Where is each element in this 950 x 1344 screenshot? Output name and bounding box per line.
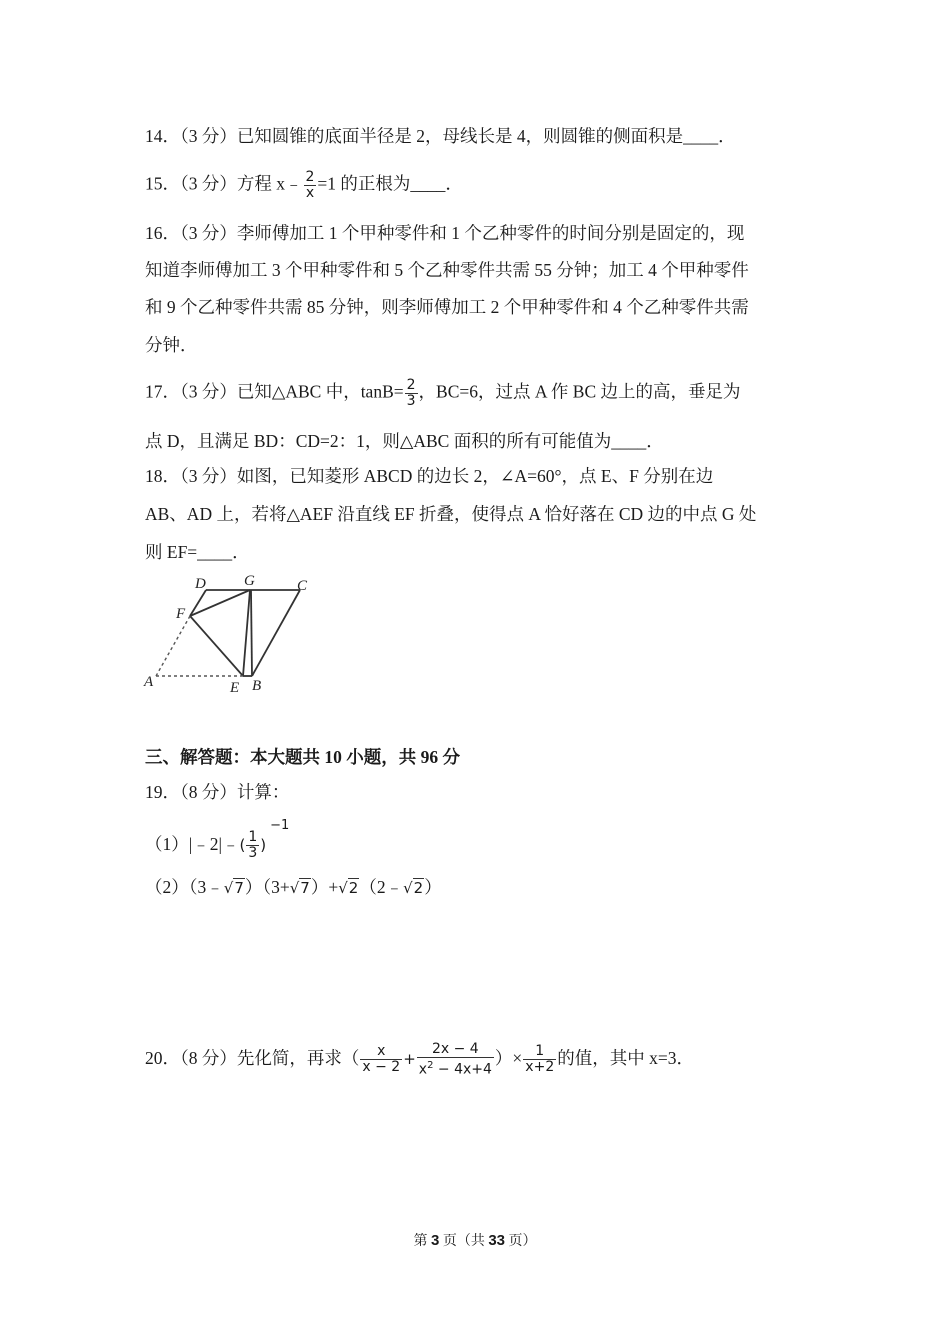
q20-text-mid: ）×	[494, 1047, 523, 1068]
q19-p1-close-paren: )	[260, 835, 267, 854]
question-17-line-2: 点 D，且满足 BD：CD=2：1，则△ABC 面积的所有可能值为____．	[145, 431, 664, 451]
q20-f1-numerator: x	[360, 1044, 402, 1060]
question-20	[145, 1042, 694, 1078]
q15-text-pre: 方程 x﹣	[236, 173, 303, 194]
q19-p1-fraction	[246, 830, 259, 861]
q20-f2-denominator	[417, 1058, 494, 1078]
footer-page-number: 3	[430, 1232, 440, 1249]
q17-text-pre: 已知△ABC 中，tanB=	[236, 381, 404, 402]
question-17	[145, 378, 741, 409]
q20-fraction-3	[523, 1044, 556, 1075]
q20-text-pre: 先化简，再求（	[236, 1047, 360, 1068]
q18-number: 18．	[145, 466, 180, 486]
segment-GE	[243, 590, 250, 676]
q19-part-1	[145, 818, 290, 862]
q14-text: 已知圆锥的底面半径是 2，母线长是 4，则圆锥的侧面积是____．	[236, 126, 736, 146]
q16-number: 16．	[145, 223, 180, 243]
question-16-line-2: 知道李师傅加工 3 个甲种零件和 5 个乙种零件共需 55 分钟；加工 4 个甲种零件	[145, 260, 749, 280]
q19-p1-frac-numerator: 1	[248, 829, 258, 846]
q20-plus: +	[403, 1049, 416, 1068]
q19-part-2	[145, 875, 442, 900]
q20-text-post: 的值，其中 x=3．	[557, 1047, 694, 1068]
q19-p2-sqrt-2: √7	[289, 879, 310, 897]
q19-p1-text: （1）|﹣2|﹣	[145, 833, 240, 854]
q15-number: 15．	[145, 173, 180, 194]
label-B: B	[252, 678, 262, 694]
question-19	[145, 780, 289, 804]
q18-score: （3 分）	[180, 466, 237, 486]
q20-f2-den-exponent: 2	[427, 1060, 434, 1071]
question-16-line-4: 分钟．	[145, 335, 198, 355]
footer-text-a: 第	[413, 1234, 431, 1249]
q19-p2-radicand-3: 2	[348, 879, 359, 897]
q15-text-post: =1 的正根为____．	[317, 173, 463, 194]
question-16-line-3: 和 9 个乙种零件共需 85 分钟，则李师傅加工 2 个甲种零件和 4 个乙种零件共需	[145, 297, 749, 317]
q17-number: 17．	[145, 381, 180, 402]
q19-text: 计算：	[236, 782, 290, 802]
q20-fraction-1	[360, 1044, 402, 1075]
label-A: A	[144, 674, 154, 690]
q15-frac-numerator: 2	[305, 169, 315, 185]
q17-text-post: ，BC=6，过点 A 作 BC 边上的高，垂足为	[418, 381, 741, 402]
q19-p2-radicand-2: 7	[300, 879, 310, 897]
question-16-line-1	[145, 221, 744, 245]
rhombus-figure	[140, 570, 320, 700]
q17-frac-denominator: 3	[406, 393, 416, 409]
question-15	[145, 170, 463, 201]
q19-p2-sqrt-4: √2	[403, 879, 424, 897]
q16-score: （3 分）	[180, 223, 237, 243]
q15-frac-denominator: x	[305, 185, 315, 201]
q20-f2-den-rest: − 4x+4	[433, 1061, 492, 1078]
q20-f3-denominator: x+2	[525, 1059, 555, 1076]
q19-p2-text-b: ）（3+	[244, 877, 290, 897]
q19-p1-open-paren: (	[239, 835, 246, 854]
q20-f2-numerator: 2x − 4	[417, 1042, 494, 1058]
q19-p2-text-d: （2﹣	[359, 877, 404, 897]
q14-score: （3 分）	[180, 126, 237, 146]
label-G: G	[244, 573, 255, 589]
q19-p1-exponent: −1	[270, 818, 290, 833]
q17-fraction	[405, 378, 418, 409]
q20-fraction-2	[417, 1042, 494, 1078]
segment-FA-dashed	[156, 616, 190, 676]
q19-p2-sqrt-1: √7	[223, 879, 244, 897]
q19-number: 19．	[145, 782, 180, 802]
q17-frac-numerator: 2	[406, 377, 416, 393]
segment-GB	[251, 590, 252, 676]
q19-p2-sqrt-3: √2	[338, 879, 359, 897]
question-18-line-1	[145, 464, 713, 488]
q20-f3-numerator: 1	[523, 1044, 556, 1060]
q15-fraction	[304, 170, 317, 201]
footer-text-b: 页（共	[439, 1234, 489, 1249]
segment-FE	[190, 616, 243, 676]
q19-p2-radicand-1: 7	[234, 879, 244, 897]
page-footer	[0, 1230, 950, 1250]
q14-number: 14．	[145, 126, 180, 146]
q20-number: 20．	[145, 1047, 180, 1068]
footer-total-pages: 33	[488, 1232, 506, 1249]
q19-p2-text-c: ）+	[310, 877, 339, 897]
section-heading: 三、解答题：本大题共 10 小题，共 96 分	[145, 747, 460, 767]
q19-score: （8 分）	[180, 782, 237, 802]
q15-score: （3 分）	[180, 173, 237, 194]
label-D: D	[195, 576, 206, 592]
question-18-line-3: 则 EF=____．	[145, 542, 250, 562]
label-C: C	[297, 578, 308, 594]
q18-text: 如图，已知菱形 ABCD 的边长 2，∠A=60°，点 E、F 分别在边	[236, 466, 714, 486]
q19-p2-text-e: ）	[424, 877, 442, 897]
question-18-line-2: AB、AD 上，若将△AEF 沿直线 EF 折叠，使得点 A 恰好落在 CD 边的中点 G 处	[145, 504, 757, 524]
segment-CB	[252, 590, 300, 676]
q19-p2-radicand-4: 2	[413, 879, 424, 897]
q17-score: （3 分）	[180, 381, 237, 402]
q16-text: 李师傅加工 1 个甲种零件和 1 个乙种零件的时间分别是固定的，现	[236, 223, 745, 243]
q20-f2-den-base: x	[418, 1061, 428, 1078]
question-14	[145, 124, 736, 148]
q20-f1-denominator: x − 2	[362, 1059, 401, 1076]
label-E: E	[230, 680, 240, 696]
q19-p2-text-a: （2）（3﹣	[145, 877, 224, 897]
footer-text-c: 页）	[505, 1234, 537, 1249]
label-F: F	[176, 606, 186, 622]
q20-score: （8 分）	[180, 1047, 237, 1068]
q19-p1-frac-denominator: 3	[248, 845, 258, 862]
